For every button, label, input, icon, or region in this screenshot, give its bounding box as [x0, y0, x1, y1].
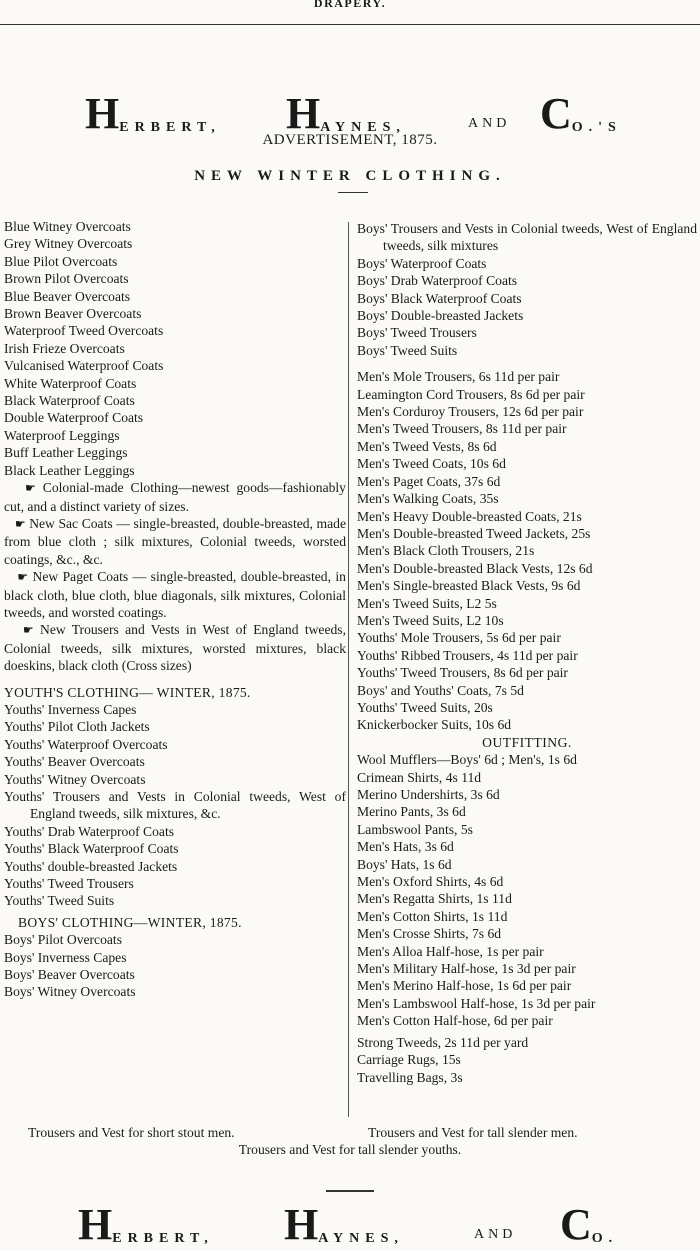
advertisement-line: ADVERTISEMENT, 1875.	[262, 132, 438, 148]
price-item: Men's Cotton Half-hose, 6d per pair	[357, 1013, 553, 1029]
subtitle-rule	[338, 192, 368, 193]
list-item: Boys' Trousers and Vests in Colonial tweeds, West of England tweeds, silk mixtures	[357, 221, 697, 254]
list-item: Youths' Inverness Capes	[4, 701, 137, 717]
firm-name-bottom	[0, 1200, 700, 1251]
list-item: Youths' Drab Waterproof Coats	[4, 823, 175, 839]
price-item: Men's Military Half-hose, 1s 3d per pair	[357, 961, 576, 977]
price-item: Men's Walking Coats, 35s	[357, 491, 499, 507]
price-item: Men's Tweed Suits, L2 10s	[357, 612, 504, 628]
price-item: Carriage Rugs, 15s	[357, 1052, 461, 1068]
price-item: Lambswool Pants, 5s	[357, 821, 473, 837]
boys-heading: BOYS' CLOTHING—WINTER, 1875.	[18, 914, 242, 930]
list-item: Black Waterproof Coats	[4, 393, 135, 409]
firm-word-herbert: HERBERT,	[85, 89, 221, 138]
list-item: Youths' Trousers and Vests in Colonial tweeds, West of England tweeds, silk mixtures, &c.	[4, 789, 346, 822]
list-item: Waterproof Leggings	[4, 427, 120, 443]
notice-paragraph	[4, 621, 346, 674]
price-item: Crimean Shirts, 4s 11d	[357, 769, 482, 785]
list-item: Youths' Beaver Overcoats	[4, 754, 145, 770]
pointing-hand-icon: ☛	[25, 481, 36, 496]
firm-word-herbert: HERBERT,	[78, 1200, 214, 1249]
list-item: Vulcanised Waterproof Coats	[4, 358, 164, 374]
notice-text: New Sac Coats — single-breasted, double-breasted, made from blue cloth ; silk mixtures, Colonial tweeds, worsted coatings, &c., &c.	[4, 515, 346, 567]
firm-word-co: CO.	[560, 1200, 619, 1249]
list-item: Boys' Inverness Capes	[4, 949, 127, 965]
price-item: Boys' Hats, 1s 6d	[357, 856, 452, 872]
list-item: Waterproof Tweed Overcoats	[4, 323, 164, 339]
notice-text: New Trousers and Vests in West of England tweeds, Colonial tweeds, silk mixtures, worsted mixtures, black doeskins, black cloth (Cross sizes)	[4, 622, 346, 674]
list-item: Blue Witney Overcoats	[4, 219, 131, 234]
list-item: Youths' double-breasted Jackets	[4, 858, 178, 874]
outfitting-heading: OUTFITTING.	[482, 734, 572, 750]
price-item: Men's Oxford Shirts, 4s 6d	[357, 874, 504, 890]
list-item: Youths' Black Waterproof Coats	[4, 841, 179, 857]
list-item: Boys' Black Waterproof Coats	[357, 290, 522, 306]
price-item: Merino Undershirts, 3s 6d	[357, 787, 500, 802]
price-item: Men's Heavy Double-breasted Coats, 21s	[357, 508, 582, 524]
footer-line-youths: Trousers and Vest for tall slender youths.	[238, 1142, 462, 1157]
price-item: Strong Tweeds, 2s 11d per yard	[357, 1034, 529, 1050]
price-item: Men's Alloa Half-hose, 1s per pair	[357, 943, 544, 959]
list-item: Brown Pilot Overcoats	[4, 271, 129, 287]
footer-line-short-stout: Trousers and Vest for short stout men.	[28, 1125, 235, 1140]
pointing-hand-icon: ☛	[22, 623, 34, 638]
price-item: Men's Tweed Coats, 10s 6d	[357, 456, 506, 472]
firm-word-co: CO.'S	[540, 89, 622, 138]
list-item: Blue Pilot Overcoats	[4, 253, 118, 269]
price-item: Knickerbocker Suits, 10s 6d	[357, 717, 512, 733]
price-item: Men's Mole Trousers, 6s 11d per pair	[357, 369, 560, 385]
firm-word-haynes: HAYNES,	[284, 1200, 404, 1249]
firm-word-haynes: HAYNES,	[286, 89, 406, 138]
firm-word-and: AND	[468, 116, 511, 131]
list-item: Boys' Pilot Overcoats	[4, 932, 122, 948]
notice-paragraph	[4, 568, 346, 621]
price-item: Youths' Mole Trousers, 5s 6d per pair	[357, 630, 561, 646]
price-item: Men's Corduroy Trousers, 12s 6d per pair	[357, 404, 584, 420]
price-item: Men's Tweed Suits, L2 5s	[357, 595, 497, 611]
price-item: Travelling Bags, 3s	[357, 1069, 463, 1085]
price-item: Men's Double-breasted Black Vests, 12s 6d	[357, 560, 593, 576]
left-column	[4, 218, 346, 1001]
list-item: Youths' Tweed Trousers	[4, 876, 134, 892]
list-item: Blue Beaver Overcoats	[4, 288, 131, 304]
notice-text: Colonial-made Clothing—newest goods—fashionably cut, and a distinct variety of sizes.	[4, 480, 346, 514]
price-item: Men's Crosse Shirts, 7s 6d	[357, 926, 502, 942]
price-item: Youths' Tweed Suits, 20s	[357, 699, 493, 715]
list-item: Black Leather Leggings	[4, 462, 135, 478]
pointing-hand-icon: ☛	[17, 570, 29, 585]
notice-text: New Paget Coats — single-breasted, double-breasted, in black cloth, blue cloth, blue diagonals, silk mixtures, Colonial tweeds, and worsted coatings.	[4, 569, 346, 620]
footer-line-tall-slender: Trousers and Vest for tall slender men.	[368, 1125, 578, 1140]
price-item: Men's Tweed Trousers, 8s 11d per pair	[357, 421, 567, 437]
list-item: Boys' Tweed Suits	[357, 342, 458, 358]
list-item: Grey Witney Overcoats	[4, 236, 133, 252]
price-item: Men's Single-breasted Black Vests, 9s 6d	[357, 578, 581, 594]
price-item: Men's Hats, 3s 6d	[357, 839, 454, 855]
price-item: Men's Merino Half-hose, 1s 6d per pair	[357, 978, 572, 994]
price-item: Men's Cotton Shirts, 1s 11d	[357, 908, 508, 924]
subtitle: NEW WINTER CLOTHING.	[194, 168, 506, 184]
list-item: Double Waterproof Coats	[4, 410, 144, 426]
list-item: Boys' Witney Overcoats	[4, 984, 136, 1000]
list-item: Boys' Drab Waterproof Coats	[357, 273, 518, 289]
column-divider	[348, 222, 349, 1117]
notice-paragraph	[4, 479, 346, 515]
list-item: Youths' Pilot Cloth Jackets	[4, 719, 150, 735]
notice-paragraph	[4, 515, 346, 568]
header-rule	[0, 24, 700, 25]
footer-rule	[326, 1190, 374, 1192]
youths-heading: YOUTH'S CLOTHING— WINTER, 1875.	[4, 684, 251, 700]
price-item: Men's Regatta Shirts, 1s 11d	[357, 891, 512, 907]
list-item: Boys' Beaver Overcoats	[4, 967, 135, 983]
price-item: Leamington Cord Trousers, 8s 6d per pair	[357, 386, 585, 402]
list-item: Irish Frieze Overcoats	[4, 340, 125, 356]
list-item: Youths' Witney Overcoats	[4, 771, 146, 787]
section-header: DRAPERY.	[313, 0, 387, 10]
price-item: Youths' Ribbed Trousers, 4s 11d per pair	[357, 647, 578, 663]
price-item: Boys' and Youths' Coats, 7s 5d	[357, 682, 524, 698]
price-item: Men's Double-breasted Tweed Jackets, 25s	[357, 525, 591, 541]
list-item: Boys' Double-breasted Jackets	[357, 308, 524, 324]
price-item: Men's Tweed Vests, 8s 6d	[357, 438, 497, 454]
price-item: Men's Paget Coats, 37s 6d	[357, 473, 501, 489]
price-item: Men's Lambswool Half-hose, 1s 3d per pair	[357, 995, 596, 1011]
list-item: Youths' Waterproof Overcoats	[4, 736, 168, 752]
right-column	[357, 220, 697, 1086]
price-item: Youths' Tweed Trousers, 8s 6d per pair	[357, 665, 568, 681]
price-item: Merino Pants, 3s 6d	[357, 804, 466, 820]
price-item: Wool Mufflers—Boys' 6d ; Men's, 1s 6d	[357, 752, 577, 768]
list-item: Boys' Waterproof Coats	[357, 255, 487, 271]
list-item: Youths' Tweed Suits	[4, 893, 115, 909]
list-item: White Waterproof Coats	[4, 375, 137, 391]
firm-word-and: AND	[474, 1227, 517, 1242]
list-item: Buff Leather Leggings	[4, 445, 128, 461]
list-item: Brown Beaver Overcoats	[4, 306, 142, 322]
pointing-hand-icon: ☛	[14, 516, 26, 531]
list-item: Boys' Tweed Trousers	[357, 325, 477, 341]
price-item: Men's Black Cloth Trousers, 21s	[357, 543, 535, 559]
